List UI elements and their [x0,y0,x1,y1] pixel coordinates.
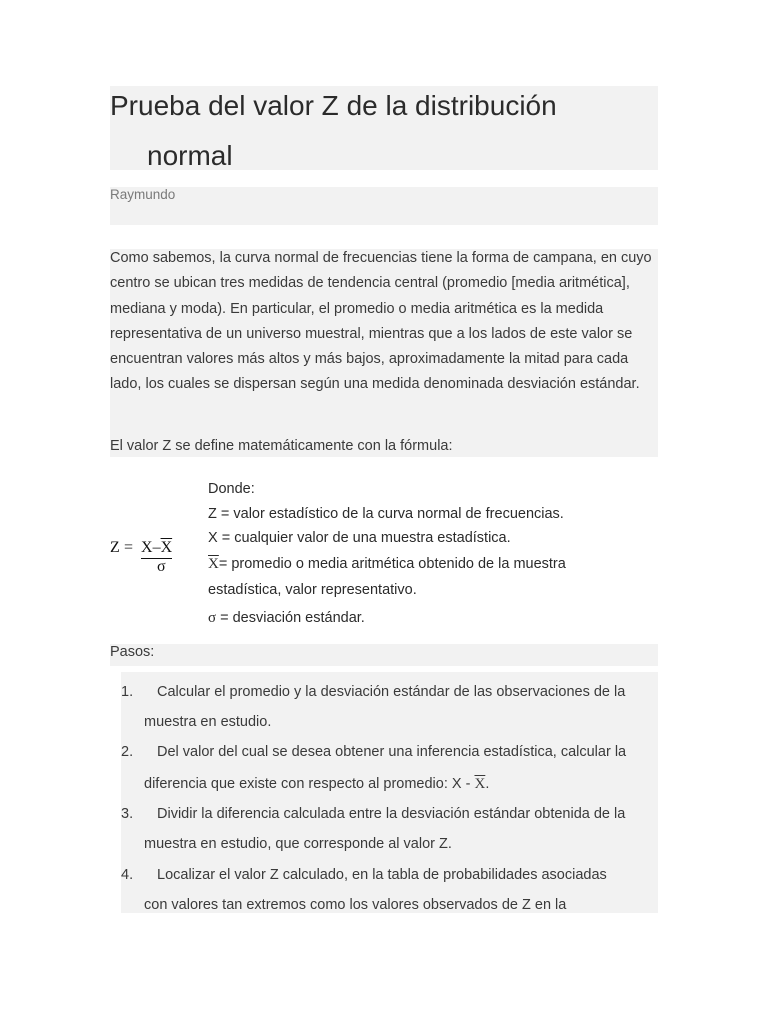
step-line2: muestra en estudio, que corresponde al valor Z. [144,836,452,852]
definitions-donde: Donde: [208,481,255,497]
formula-numerator [141,539,172,559]
step-line2: muestra en estudio. [144,714,272,730]
definition-z: Z = valor estadístico de la curva normal de frecuencias. [208,506,564,522]
author-name: Raymundo [110,187,176,202]
definition-sigma-text: = desviación estándar. [216,610,365,626]
definition-x: X = cualquier valor de una muestra estadística. [208,530,511,546]
formula-intro: El valor Z se define matemáticamente con la fórmula: [110,438,453,454]
step-number: 1. [121,684,134,700]
steps-heading: Pasos: [110,644,658,666]
steps-list [121,672,658,913]
intro-paragraph: Como sabemos, la curva normal de frecuencias tiene la forma de campana, en cuyo centro se ubican tres medidas de tendencia central (promedio [media aritmética], mediana y moda). En particular, el promedio o media aritmética es la medida representativa de un universo muestral, mientras que a los lados de este valor se encuentran valores más altos y más bajos, aproximadamente la mitad para cada lado, los cuales se dispersan según una medida denominada desviación estándar. [110,250,652,393]
formula-minus: – [152,539,161,556]
definition-xbar-line2: estadística, valor representativo. [208,582,417,598]
title-block [110,86,658,170]
step-line2 [144,776,489,793]
step-line1: Calcular el promedio y la desviación estándar de las observaciones de la [157,684,626,700]
document-title-line1: Prueba del valor Z de la distribución [110,90,557,121]
step-number: 2. [121,744,134,760]
definition-xbar [208,556,566,573]
formula-equals: = [124,539,134,556]
step-line2-text: diferencia que existe con respecto al promedio: X - [144,776,475,792]
definition-xbar-line1: = promedio o media aritmética obtenido de la muestra [218,556,566,572]
formula-sigma: σ [157,558,166,575]
formula-xbar: $\overline{X}$ [160,539,173,556]
step-line2-end: . [485,776,490,792]
z-formula [110,536,200,576]
step-line1: Localizar el valor Z calculado, en la tabla de probabilidades asociadas [157,867,607,883]
step-line1: Dividir la diferencia calculada entre la desviación estándar obtenida de la [157,806,626,822]
definition-sigma [208,610,365,627]
xbar-symbol: $\overline{X}$ [208,556,219,572]
sigma-symbol: σ [208,610,217,626]
step-line1: Del valor del cual se desea obtener una inferencia estadística, calcular la [157,744,627,760]
formula-z: Z [110,539,120,556]
body-block [110,249,658,457]
xbar-symbol: $\overline{X}$ [474,776,486,792]
step-number: 4. [121,867,134,883]
document-title-line2: normal [147,140,233,171]
step-number: 3. [121,806,134,822]
formula-x: X [141,539,153,556]
author-block [110,187,658,225]
step-line2: con valores tan extremos como los valores observados de Z en la [144,897,567,913]
